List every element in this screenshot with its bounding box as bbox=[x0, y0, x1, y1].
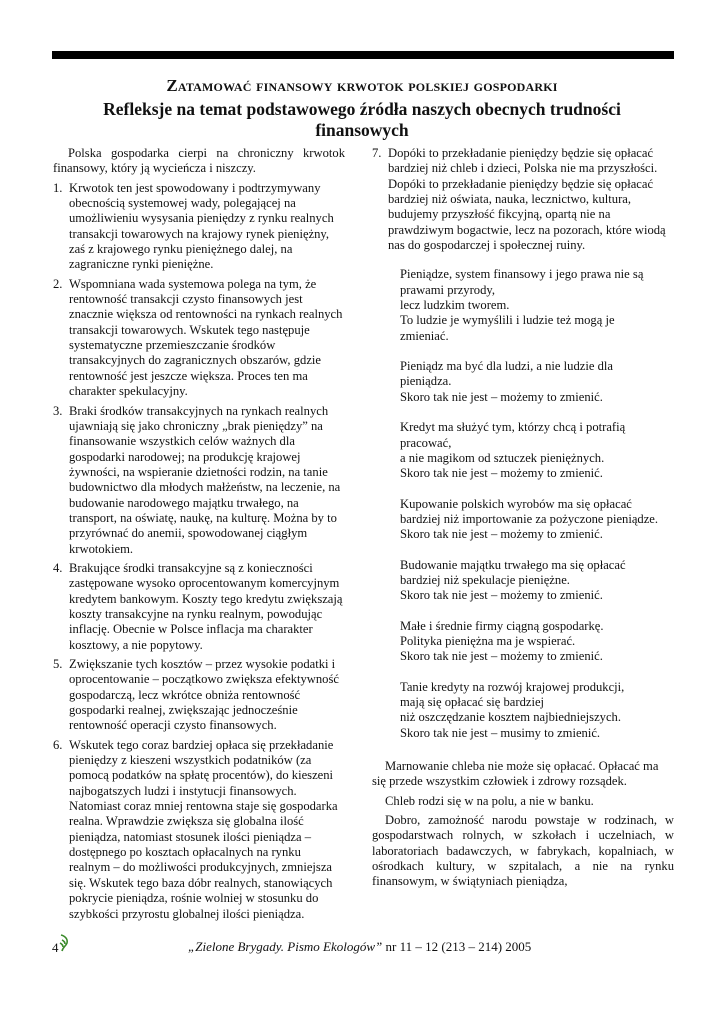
stanza-line: zmieniać. bbox=[400, 328, 449, 343]
stanza bbox=[400, 359, 674, 405]
stanza-line: bardziej niż spekulacje pieniężne. bbox=[400, 572, 570, 587]
stanza-line: pieniądza. bbox=[400, 374, 452, 389]
closing-paragraph: Marnowanie chleba nie może się opłacać. Opłacać ma się przede wszystkim człowiek i zdrowy rozsądek. bbox=[372, 759, 659, 789]
item-number: 1. bbox=[53, 180, 63, 195]
stanza-line: lecz ludzkim tworem. bbox=[400, 298, 510, 313]
stanza-line: Pieniądze, system finansowy i jego prawa nie są bbox=[400, 267, 644, 282]
item-text: Wskutek tego coraz bardziej opłaca się przekładanie pieniędzy z kieszeni wszystkich podatników (za pomocą podatków na spłatę procentów), do kieszeni najbogatszych ludzi i instytucji finansowych. Natomiast coraz mniej rentowna staje się gospodarka realna. Wprawdzie zwiększa się globalna ilość pieniądza, natomiast stosunek ilości pieniądza – dostępnego po kosztach opłacalnych na rynku realnym – do możliwości produkcyjnych, zmniejsza się. Wskutek tego baza dóbr realnych, stanowiących pokrycie pieniądza, rośnie wolniej w stosunku do szybkości przyrostu globalnej ilości pieniądza. bbox=[69, 737, 338, 921]
right-column bbox=[372, 146, 674, 894]
stanza-line: Skoro tak nie jest – możemy to zmienić. bbox=[400, 649, 603, 664]
stanza bbox=[400, 558, 674, 604]
stanza-line: a nie magikom od sztuczek pieniężnych. bbox=[400, 450, 605, 465]
article-title: Zatamować finansowy krwotok polskiej gospodarki bbox=[166, 76, 558, 95]
page-footer bbox=[188, 939, 531, 955]
stanza bbox=[400, 420, 674, 481]
item-text: Wspomniana wada systemowa polega na tym, że rentowność transakcji czysto finansowych jest znacznie większa od rentowności na rynkach realnych transakcji towarowych. Wskutek tego następuje systematyczne przemieszczanie środków transakcyjnych do zagranicznych obszarów, gdzie rentowność jest jeszcze większa. Proces ten ma charakter spekulacyjny. bbox=[69, 276, 343, 399]
list-item bbox=[53, 404, 345, 557]
subtitle-line-2: finansowych bbox=[315, 120, 409, 140]
list-item bbox=[53, 561, 345, 653]
stanza-line: Skoro tak nie jest – możemy to zmienić. bbox=[400, 466, 603, 481]
stanza-line: Skoro tak nie jest – możemy to zmienić. bbox=[400, 389, 603, 404]
stanza bbox=[400, 680, 674, 741]
item-number: 4. bbox=[53, 560, 63, 575]
item-text: Brakujące środki transakcyjne są z konieczności zastępowane wysoko oprocentowanym komercyjnym kredytem bankowym. Koszty tego kredytu zwiększają koszty transakcyjne na rynku realnym, powodując inflację. Obecnie w Polsce inflacja ma charakter kosztowy, a nie popytowy. bbox=[69, 560, 343, 652]
item-text: Dopóki to przekładanie pieniędzy będzie się opłacać bardziej niż chleb i dzieci, Polska nie ma przyszłości. Dopóki to przekładanie pieniędzy będzie się opłacać bardziej niż oświata, nauka, lecznictwo, kultura, budujemy przyszłość fikcyjną, opartą nie na prawdziwym bogactwie, lecz na pozorach, które wiodą nas do gospodarczej i społecznej ruiny. bbox=[388, 146, 666, 253]
stanza-line: Pieniądz ma być dla ludzi, a nie ludzie dla bbox=[400, 359, 613, 374]
item-number: 7. bbox=[372, 146, 382, 160]
item-number: 6. bbox=[53, 737, 63, 752]
stanza-line: pracować, bbox=[400, 435, 452, 450]
stanza-line: Tanie kredyty na rozwój krajowej produkcji, bbox=[400, 679, 625, 694]
leaf-logo-icon bbox=[58, 934, 70, 952]
intro-paragraph: Polska gospodarka cierpi na chroniczny krwotok finansowy, który ją wycieńcza i niszczy. bbox=[53, 146, 345, 176]
list-item bbox=[53, 738, 345, 922]
stanza-line: Skoro tak nie jest – musimy to zmienić. bbox=[400, 725, 601, 740]
stanza bbox=[400, 497, 674, 543]
closing-paragraph: Chleb rodzi się w na polu, a nie w banku. bbox=[385, 793, 594, 808]
left-column bbox=[53, 146, 345, 926]
item-text: Braki środków transakcyjnych na rynkach realnych ujawniają się jako chroniczny „brak pieniędzy” na finansowanie wszystkich celów ważnych dla gospodarki narodowej; na produkcję krajowej żywności, na wspieranie dzietności rodzin, na tanie budownictwo dla młodych małżeństw, na leczenie, na budowanie narodowego majątku trwałego, na transport, na oświatę, naukę, na kulturę. Można by to przyrównać do anemii, spowodowanej ciągłym krwotokiem. bbox=[69, 403, 341, 556]
stanza-line: Skoro tak nie jest – możemy to zmienić. bbox=[400, 527, 603, 542]
stanza-line: Małe i średnie firmy ciągną gospodarkę. bbox=[400, 618, 604, 633]
stanza-line: Budowanie majątku trwałego ma się opłacać bbox=[400, 557, 626, 572]
list-item bbox=[372, 146, 674, 253]
stanza-line: mają się opłacać się bardziej bbox=[400, 694, 545, 709]
list-item bbox=[53, 277, 345, 400]
list-item bbox=[53, 181, 345, 273]
item-text: Zwiększanie tych kosztów – przez wysokie podatki i oprocentowanie – początkowo zwiększa efektywność gospodarczą, lecz wkrótce obniża rentowność gospodarki realnej, zwiększając jednocześnie rentowność operacji czysto finansowych. bbox=[69, 657, 339, 733]
subtitle-line-1: Refleksje na temat podstawowego źródła naszych obecnych trudności bbox=[103, 99, 621, 119]
stanza bbox=[400, 619, 674, 665]
stanza-line: Kupowanie polskich wyrobów ma się opłacać bbox=[400, 496, 632, 511]
stanza-line: niż oszczędzanie kosztem najbiedniejszych. bbox=[400, 710, 621, 725]
stanza-line: Kredyt ma służyć tym, którzy chcą i potrafią bbox=[400, 420, 626, 435]
item-number: 3. bbox=[53, 403, 63, 418]
stanza-line: bardziej niż importowanie za pożyczone pieniądze. bbox=[400, 511, 659, 526]
list-item bbox=[53, 657, 345, 734]
item-number: 2. bbox=[53, 276, 63, 291]
page-number: 4 bbox=[52, 940, 59, 955]
article-subtitle bbox=[40, 99, 684, 141]
closing-paragraph: Dobro, zamożność narodu powstaje w rodzinach, w gospodarstwach rolnych, w szkołach i uczelniach, w laboratoriach badawczych, w fabrykach, kopalniach, w ośrodkach kultury, w szpitalach, a nie na rynku finansowym, w świątyniach pieniądza, bbox=[372, 813, 674, 889]
footer-issue: nr 11 – 12 (213 – 214) 2005 bbox=[382, 939, 532, 954]
top-rule bbox=[52, 51, 674, 59]
stanza bbox=[400, 267, 674, 344]
item-number: 5. bbox=[53, 657, 63, 671]
stanza-line: prawami przyrody, bbox=[400, 282, 495, 297]
stanza-line: Polityka pieniężna ma je wspierać. bbox=[400, 633, 576, 648]
slogans-block bbox=[372, 267, 674, 741]
footer-journal-name: „Zielone Brygady. Pismo Ekologów” bbox=[188, 939, 383, 954]
stanza-line: To ludzie je wymyślili i ludzie też mogą je bbox=[400, 313, 615, 328]
item-text: Krwotok ten jest spowodowany i podtrzymywany obecnością systemowej wady, polegającej na umożliwieniu wysysania pieniędzy z rynku realnych transakcji towarowych na krajowy rynek pieniężny, zaś z krajowego rynku pieniężnego dalej, na zagraniczne rynki pieniężne. bbox=[69, 180, 334, 272]
stanza-line: Skoro tak nie jest – możemy to zmienić. bbox=[400, 588, 603, 603]
